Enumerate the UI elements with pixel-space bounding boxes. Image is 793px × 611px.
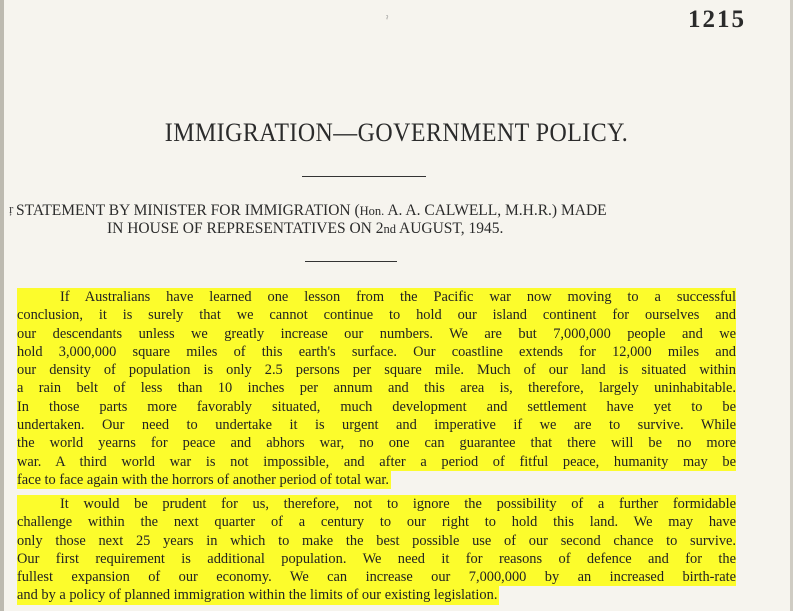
margin-mark: ŗ — [9, 201, 14, 216]
corner-mark: ˀ — [386, 14, 389, 24]
paragraph-1 — [17, 288, 736, 489]
paragraph-line: and by a policy of planned immigration within the limits of our existing legislation. — [17, 587, 498, 604]
subheading-divider — [305, 261, 397, 262]
statement-subheading — [16, 202, 736, 238]
paragraph-line: fullest expansion of our economy. We can increase our 7,000,000 by an increased birth-rate — [17, 569, 736, 586]
page-number: 1215 — [688, 6, 746, 33]
document-title: IMMIGRATION—GOVERNMENT POLICY. — [164, 118, 629, 147]
paragraph-line: our density of population is only 2.5 persons per square mile. Much of our land is situated within — [17, 362, 736, 379]
paragraph-line: conclusion, it is surely that we cannot continue to hold our island continent for ourselves and — [17, 307, 736, 324]
paragraph-line: Our first requirement is additional population. We need it for reasons of defence and for the — [17, 550, 736, 567]
paragraph-line: undertaken. Our need to undertake it is urgent and imperative if we are to survive. While — [17, 417, 736, 434]
paragraph-line: It would be prudent for us, therefore, not to ignore the possibility of a further formidable — [17, 495, 736, 513]
ordinal-suffix: nd — [383, 222, 396, 236]
page-left-edge — [0, 0, 4, 611]
paragraph-line: war. A third world war is not impossible, and after a period of fitful peace, humanity may be — [17, 453, 736, 470]
paragraph-line: our descendants unless we greatly increase our numbers. We are but 7,000,000 people and we — [17, 325, 736, 342]
paragraph-line: challenge within the next quarter of a century to our right to hold this land. We may have — [17, 514, 736, 531]
honorific: Hon. — [359, 204, 385, 218]
paragraph-2 — [17, 495, 736, 605]
subheading-line-1: STATEMENT BY MINISTER FOR IMMIGRATION (Hon. A. A. CALWELL, M.H.R.) MADE — [16, 202, 607, 219]
paragraph-line: In those parts more favorably situated, much development and settlement have yet to be — [17, 398, 736, 415]
paragraph-line: a rain belt of less than 10 inches per annum and this area is, therefore, largely uninhabitable. — [17, 380, 736, 397]
paragraph-line: If Australians have learned one lesson from the Pacific war now moving to a successful — [17, 288, 736, 306]
paragraph-line: face to face again with the horrors of another period of total war. — [17, 471, 390, 488]
paragraph-line: the world yearns for peace and abhors war, no one can guarantee that there will be no more — [17, 435, 736, 452]
subheading-line-2: IN HOUSE OF REPRESENTATIVES ON 2nd AUGUST, 1945. — [107, 220, 504, 237]
paragraph-line: hold 3,000,000 square miles of this earth's surface. Our coastline extends for 12,000 miles and — [17, 343, 736, 360]
title-divider — [302, 176, 426, 177]
paragraph-line: only those next 25 years in which to make the best possible use of our second chance to survive. — [17, 532, 736, 549]
